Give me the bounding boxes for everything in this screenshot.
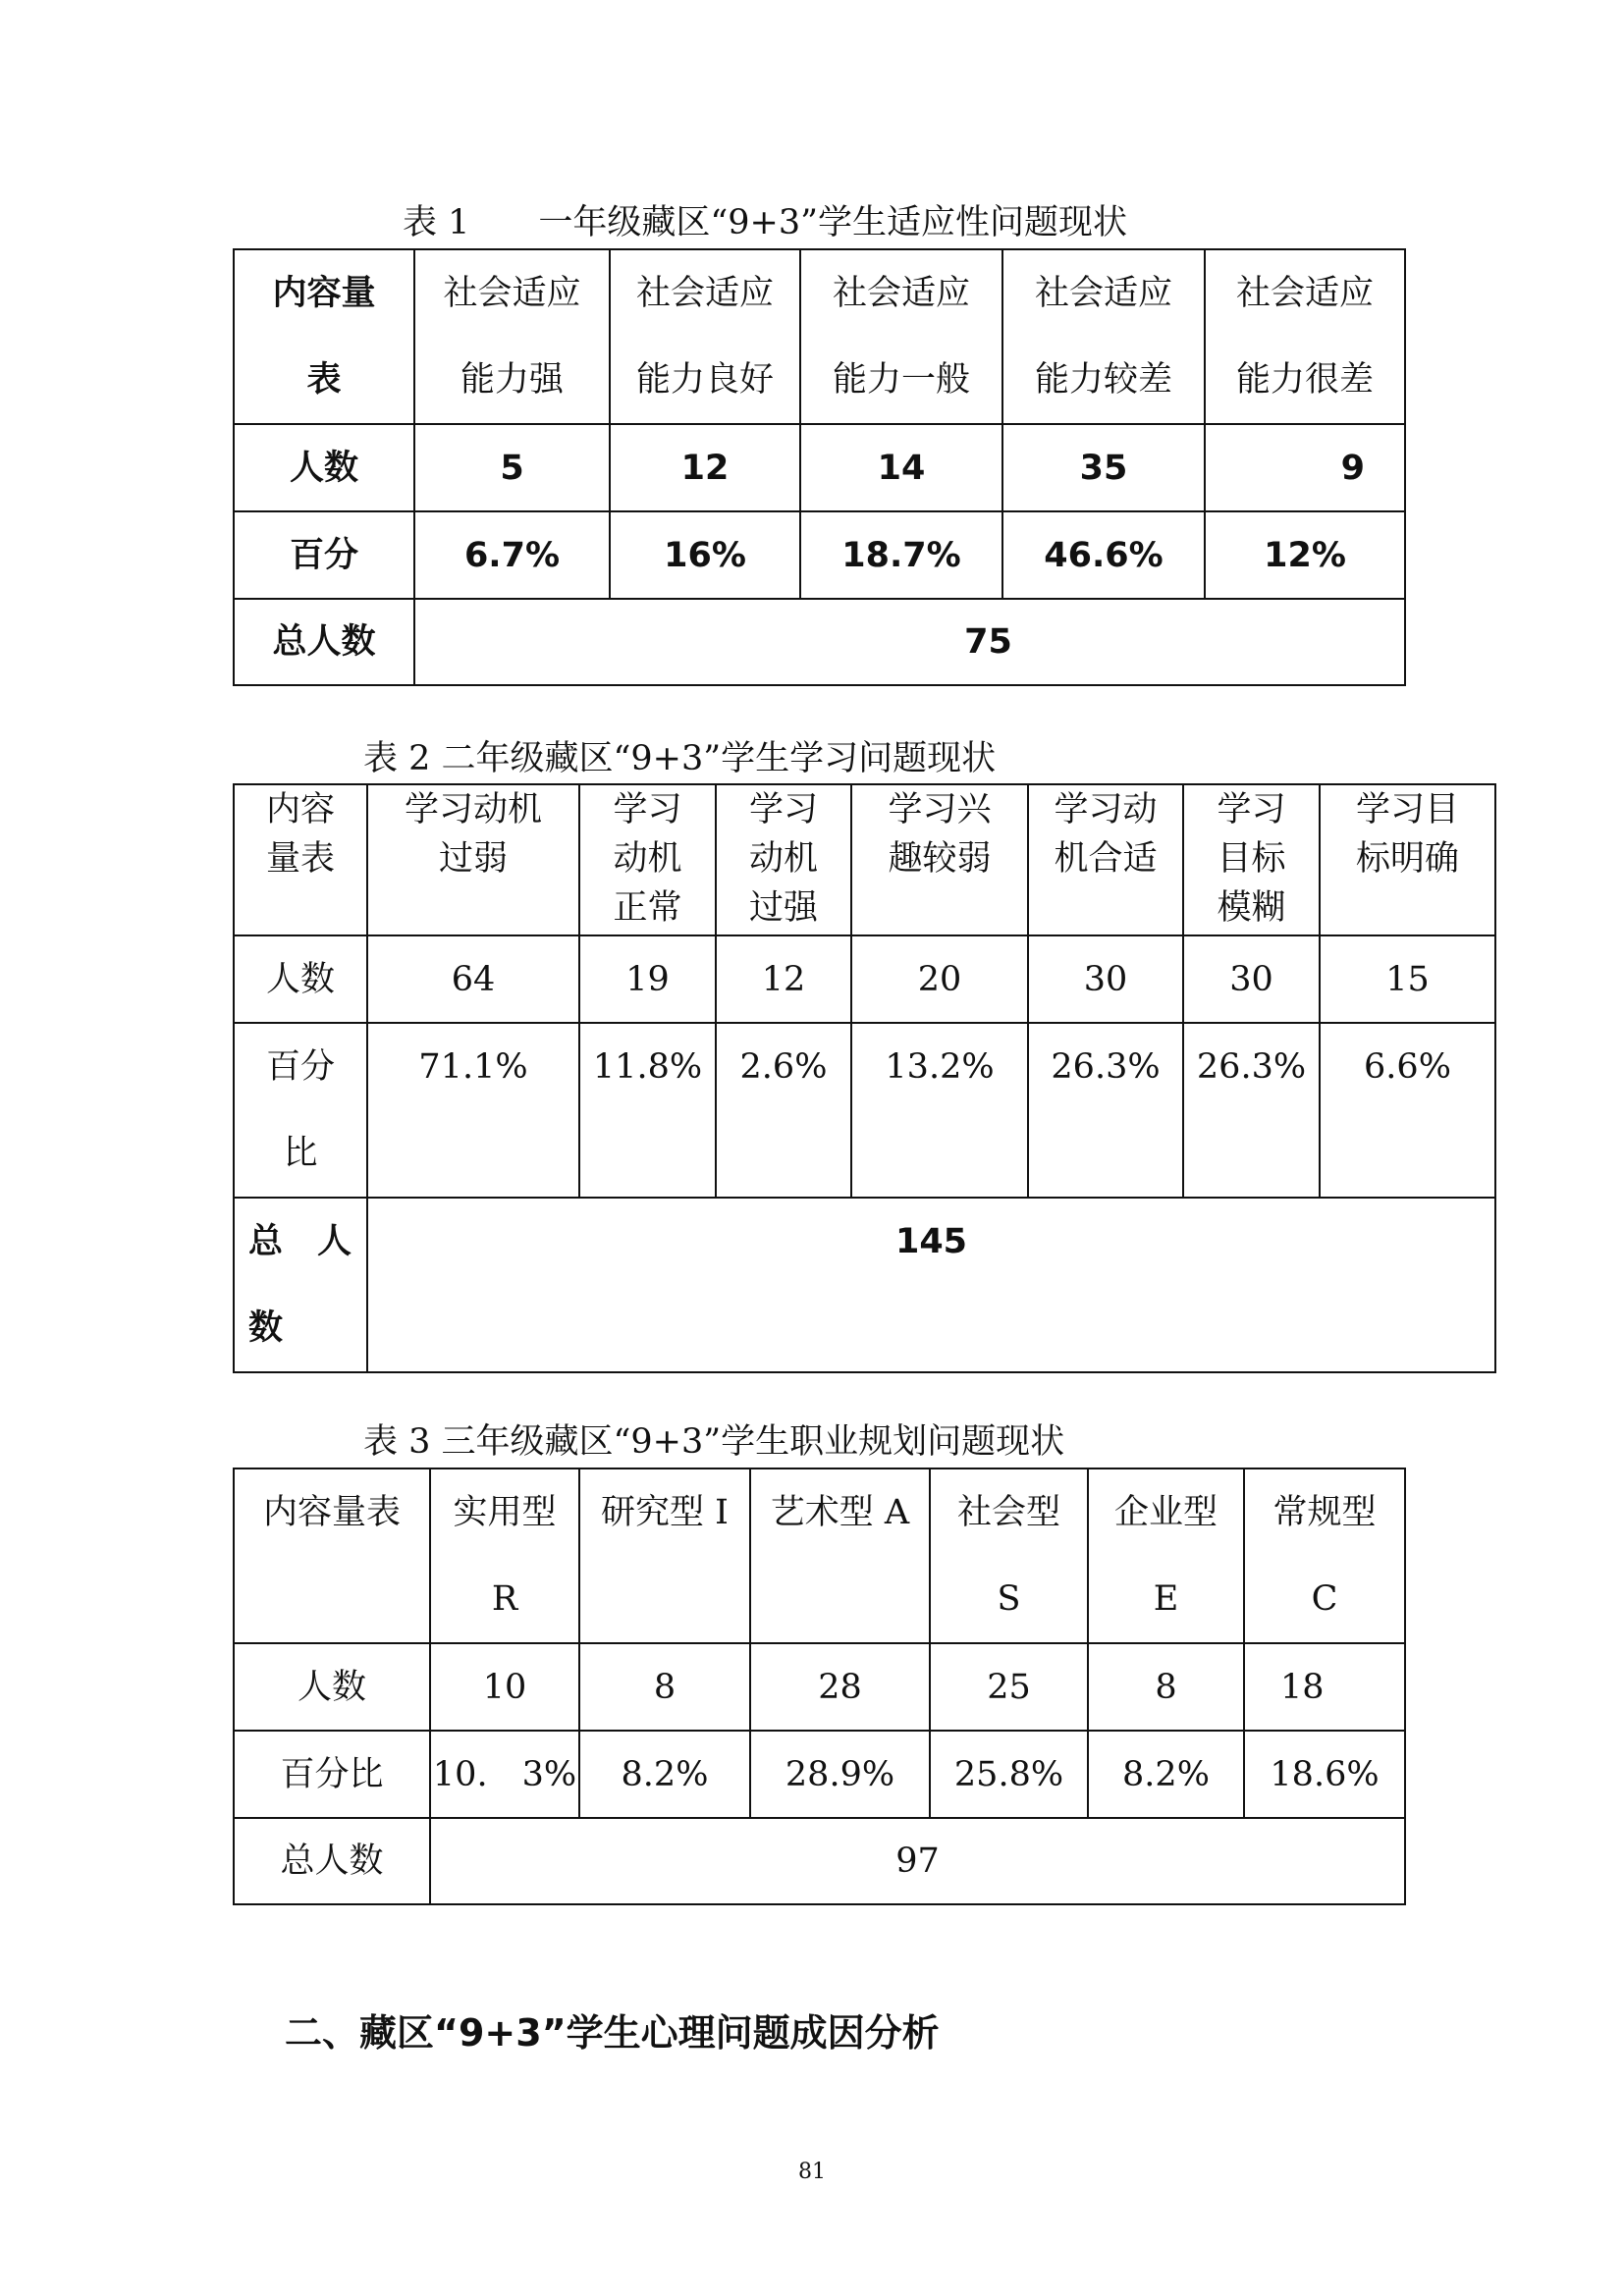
table2-cell: 30 [1183,935,1320,1023]
table3-cell: 8.2% [579,1731,750,1818]
table2-caption: 表 2 二年级藏区“9+3”学生学习问题现状 [363,739,997,778]
table3-header-row [234,1468,1405,1643]
table1-cell: 35 [1002,424,1205,511]
table3-cell: 8.2% [1088,1731,1244,1818]
table1 [233,248,1406,686]
table2-row-label: 总 人 数 [234,1198,367,1372]
table3-header-cell: 社会型 S [930,1468,1088,1643]
table2-header-cell: 学习动机 过弱 [367,784,579,935]
table3-cell: 28.9% [750,1731,930,1818]
table2-header-cell: 学习 动机 过强 [716,784,851,935]
table2-header-cell: 学习 目标 模糊 [1183,784,1320,935]
table2-cell: 26.3% [1183,1023,1320,1198]
table2-percent-row [234,1023,1495,1198]
table3-row-label: 总人数 [234,1818,430,1904]
table2 [233,783,1496,1373]
table3-percent-row [234,1731,1405,1818]
table3-cell: 10. 3% [430,1731,579,1818]
table2-row-label: 人数 [234,935,367,1023]
table2-cell: 30 [1028,935,1183,1023]
table2-header-cell: 内容 量表 [234,784,367,935]
table1-header-cell: 内容量 表 [234,249,414,424]
table2-cell: 11.8% [579,1023,716,1198]
table1-cell: 9 [1205,424,1405,511]
table1-row-label: 总人数 [234,599,414,685]
table2-header-cell: 学习动 机合适 [1028,784,1183,935]
table3-row-label: 百分比 [234,1731,430,1818]
table1-total-value: 75 [414,599,1405,685]
table2-row-label: 百分 比 [234,1023,367,1198]
table2-cell: 2.6% [716,1023,851,1198]
table1-cell: 14 [800,424,1002,511]
table3-cell: 8 [1088,1643,1244,1731]
table2-cell: 71.1% [367,1023,579,1198]
table2-header-cell: 学习目 标明确 [1320,784,1495,935]
table2-header-row [234,784,1495,935]
page-number: 81 [798,2160,826,2184]
table1-header-cell: 社会适应 能力一般 [800,249,1002,424]
table1-cell: 18.7% [800,511,1002,599]
table3-cell: 8 [579,1643,750,1731]
section-heading: 二、藏区“9+3”学生心理问题成因分析 [285,2011,940,2055]
table2-total-value: 145 [367,1198,1495,1372]
table1-cell: 16% [610,511,800,599]
table1-header-cell: 社会适应 能力良好 [610,249,800,424]
table3-header-cell: 常规型 C [1244,1468,1405,1643]
table2-header-cell: 学习 动机 正常 [579,784,716,935]
table3 [233,1468,1406,1905]
table2-cell: 20 [851,935,1028,1023]
table3-count-row [234,1643,1405,1731]
table3-caption: 表 3 三年级藏区“9+3”学生职业规划问题现状 [363,1422,1065,1462]
table3-cell: 10 [430,1643,579,1731]
table3-cell: 18.6% [1244,1731,1405,1818]
table3-total-value: 97 [430,1818,1405,1904]
table1-cell: 12 [610,424,800,511]
table2-cell: 12 [716,935,851,1023]
table2-cell: 64 [367,935,579,1023]
table1-row-label: 人数 [234,424,414,511]
table1-cell: 6.7% [414,511,610,599]
table3-row-label: 人数 [234,1643,430,1731]
table1-cell: 5 [414,424,610,511]
table3-cell: 25 [930,1643,1088,1731]
table3-header-cell: 内容量表 [234,1468,430,1643]
table1-header-cell: 社会适应 能力很差 [1205,249,1405,424]
table3-header-cell: 实用型 R [430,1468,579,1643]
table1-header-row [234,249,1405,424]
table1-cell: 46.6% [1002,511,1205,599]
table2-header-cell: 学习兴 趣较弱 [851,784,1028,935]
table2-cell: 13.2% [851,1023,1028,1198]
table1-percent-row [234,511,1405,599]
table2-cell: 15 [1320,935,1495,1023]
table3-cell: 18 [1244,1643,1405,1731]
table3-cell: 28 [750,1643,930,1731]
table2-total-row [234,1198,1495,1372]
table3-cell: 25.8% [930,1731,1088,1818]
table3-header-cell: 艺术型 A [750,1468,930,1643]
table3-header-cell: 研究型 I [579,1468,750,1643]
table3-header-cell: 企业型 E [1088,1468,1244,1643]
table2-cell: 6.6% [1320,1023,1495,1198]
table3-total-row [234,1818,1405,1904]
table1-cell: 12% [1205,511,1405,599]
table1-header-cell: 社会适应 能力较差 [1002,249,1205,424]
table2-cell: 19 [579,935,716,1023]
table1-caption: 表 1 一年级藏区“9+3”学生适应性问题现状 [403,203,1128,242]
table1-header-cell: 社会适应 能力强 [414,249,610,424]
table2-cell: 26.3% [1028,1023,1183,1198]
table2-count-row [234,935,1495,1023]
table1-total-row [234,599,1405,685]
table1-count-row [234,424,1405,511]
table1-row-label: 百分 [234,511,414,599]
